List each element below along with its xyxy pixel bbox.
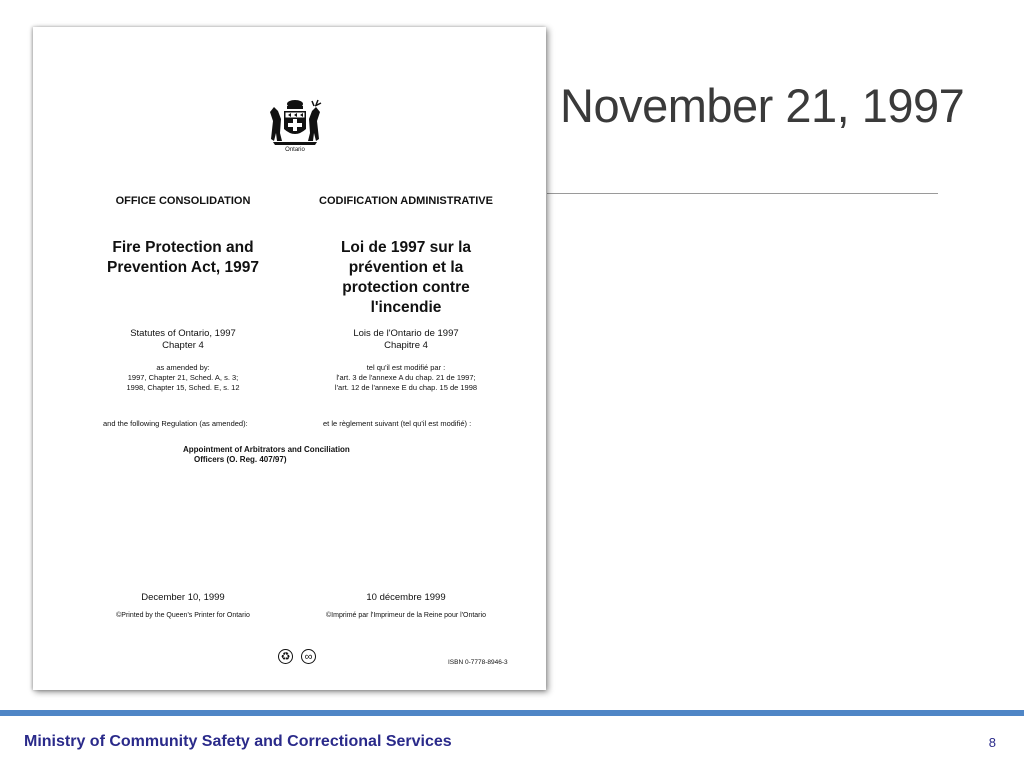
header-left: OFFICE CONSOLIDATION <box>115 195 251 207</box>
footer-ministry: Ministry of Community Safety and Correctional Services <box>24 733 452 750</box>
amendments-right: tel qu'il est modifié par : l'art. 3 de l'annexe A du chap. 21 de 1997; l'art. 12 de l'annexe E du chap. 15 de 1998 <box>334 363 478 392</box>
act-title-right: Loi de 1997 sur la prévention et la protection contre l'incendie <box>340 239 472 316</box>
header-right: CODIFICATION ADMINISTRATIVE <box>319 195 493 207</box>
page-number: 8 <box>988 735 996 750</box>
crest-caption: Ontario <box>285 147 305 153</box>
amendments-left: as amended by: 1997, Chapter 21, Sched. A, s. 3; 1998, Chapter 15, Sched. E, s. 12 <box>126 363 240 392</box>
slide-title: November 21, 1997 <box>560 79 965 132</box>
regulation-line-left: and the following Regulation (as amended): <box>103 419 248 428</box>
printer-note-left: ©Printed by the Queen's Printer for Ontario <box>116 612 250 619</box>
appointment-regulation: Appointment of Arbitrators and Conciliation Officers (O. Reg. 407/97) <box>183 445 350 464</box>
printer-note-right: ©Imprimé par l'Imprimeur de la Reine pour l'Ontario <box>326 612 486 619</box>
act-title-left: Fire Protection and Prevention Act, 1997 <box>107 239 259 276</box>
footer-accent-bar <box>0 710 1024 716</box>
document-page <box>33 27 546 690</box>
date-left: December 10, 1999 <box>141 592 225 603</box>
title-underline <box>547 193 938 194</box>
statute-right: Lois de l'Ontario de 1997 Chapitre 4 <box>353 328 459 351</box>
infinity-icon: ∞ <box>301 649 316 664</box>
isbn-text: ISBN 0-7778-8946-3 <box>448 659 508 666</box>
regulation-line-right: et le règlement suivant (tel qu'il est modifié) : <box>323 419 472 428</box>
statute-left: Statutes of Ontario, 1997 Chapter 4 <box>130 328 236 351</box>
recycle-icon: ♻ <box>278 649 293 664</box>
date-right: 10 décembre 1999 <box>366 592 446 603</box>
